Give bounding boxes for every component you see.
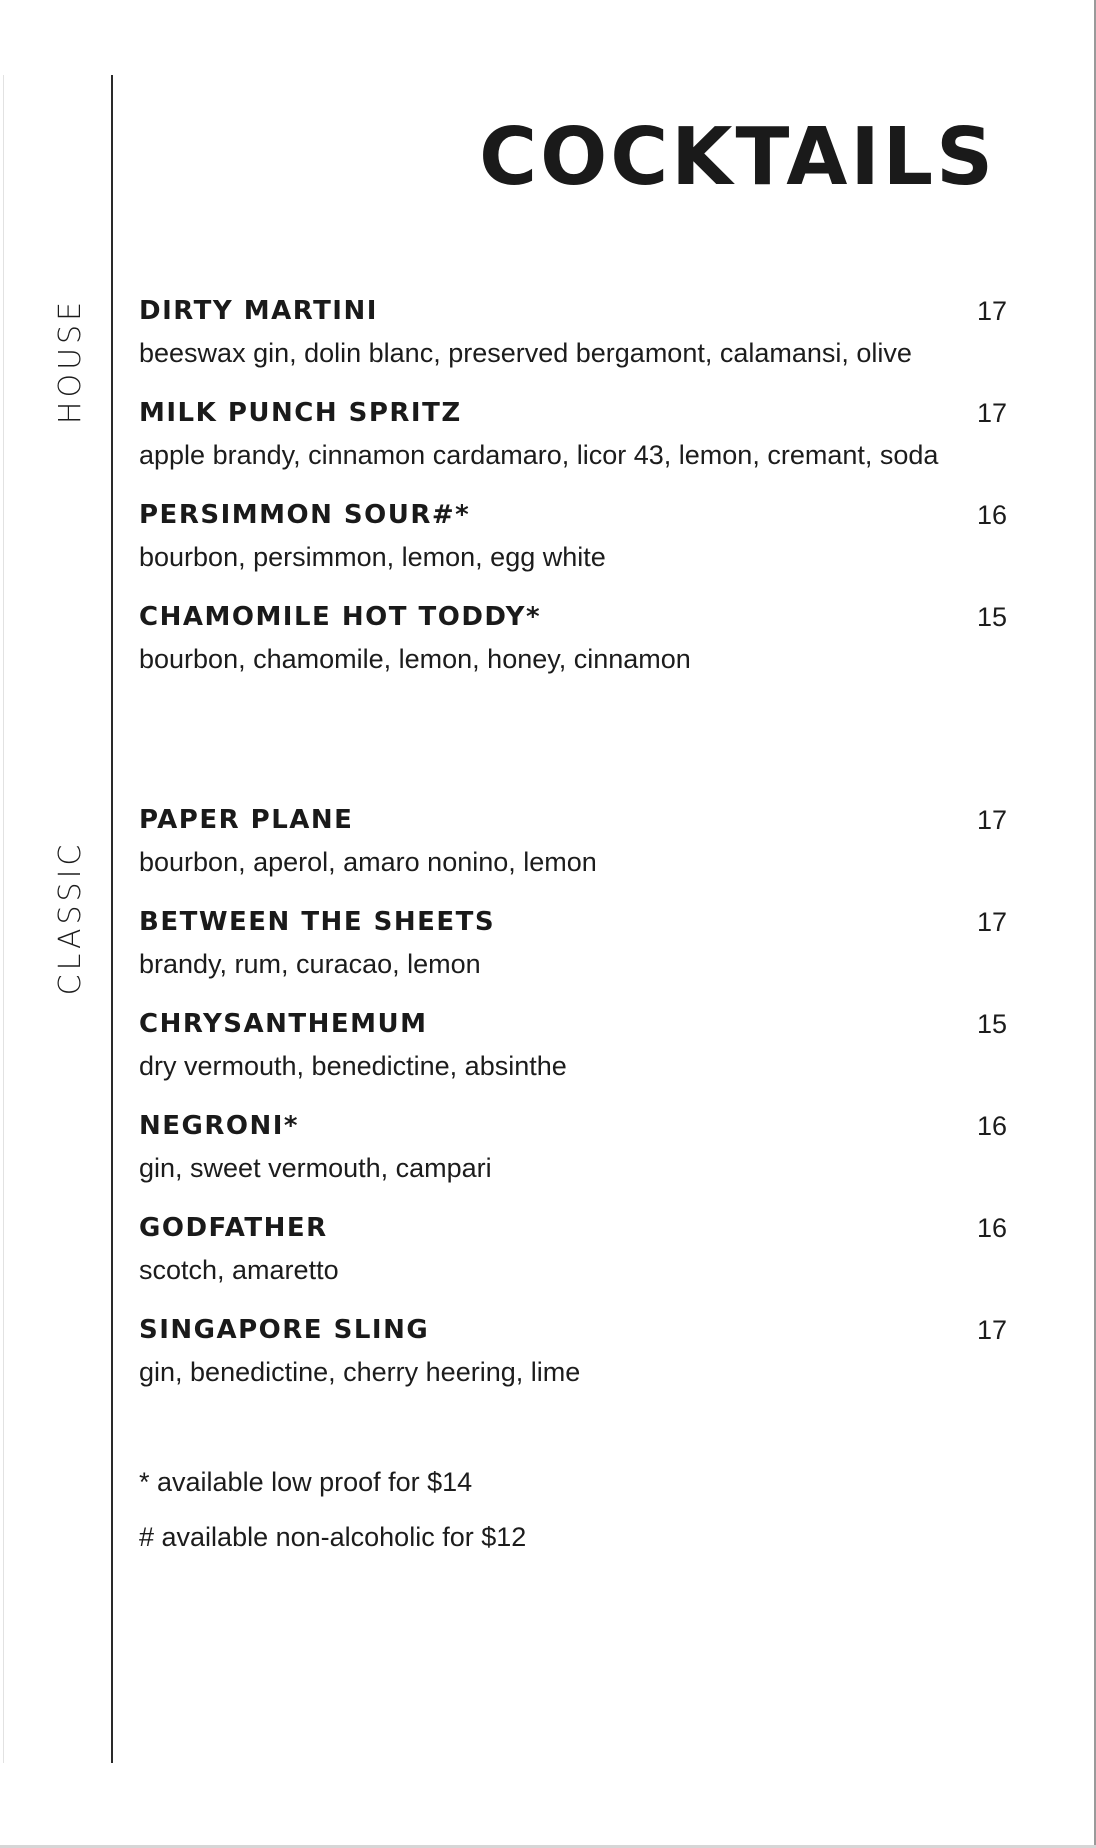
item-name: MILK PUNCH SPRITZ bbox=[139, 398, 462, 428]
item-name: NEGRONI* bbox=[139, 1111, 300, 1141]
menu-item bbox=[139, 396, 1008, 498]
item-price: 17 bbox=[976, 907, 1007, 937]
section-label-classic: CLASSIC bbox=[53, 840, 88, 996]
menu-title: COCKTAILS bbox=[479, 111, 996, 203]
item-description: scotch, amaretto bbox=[139, 1255, 339, 1285]
item-description: gin, sweet vermouth, campari bbox=[139, 1153, 492, 1183]
item-price: 16 bbox=[976, 1213, 1007, 1243]
item-description: gin, benedictine, cherry heering, lime bbox=[139, 1357, 581, 1387]
item-description: bourbon, chamomile, lemon, honey, cinnamon bbox=[139, 644, 691, 674]
item-name: CHAMOMILE HOT TODDY* bbox=[139, 602, 542, 632]
menu-item bbox=[139, 294, 1008, 396]
item-price: 16 bbox=[976, 1111, 1007, 1141]
menu-item bbox=[139, 1211, 1008, 1313]
menu-item bbox=[139, 803, 1008, 905]
house-cocktails-section bbox=[139, 294, 1008, 702]
item-price: 17 bbox=[976, 296, 1007, 326]
menu-item bbox=[139, 1007, 1008, 1109]
menu-item bbox=[139, 905, 1008, 1007]
item-name: PAPER PLANE bbox=[139, 805, 354, 835]
item-description: bourbon, aperol, amaro nonino, lemon bbox=[139, 847, 597, 877]
item-description: brandy, rum, curacao, lemon bbox=[139, 949, 481, 979]
item-price: 15 bbox=[976, 602, 1007, 632]
menu-item bbox=[139, 600, 1008, 702]
footnote-low-proof: * available low proof for $14 bbox=[139, 1467, 473, 1497]
item-name: CHRYSANTHEMUM bbox=[139, 1009, 428, 1039]
item-description: bourbon, persimmon, lemon, egg white bbox=[139, 542, 606, 572]
item-price: 17 bbox=[976, 805, 1007, 835]
item-name: SINGAPORE SLING bbox=[139, 1315, 430, 1345]
footnote-non-alcoholic: # available non-alcoholic for $12 bbox=[139, 1522, 527, 1552]
item-name: BETWEEN THE SHEETS bbox=[139, 907, 496, 937]
item-description: apple brandy, cinnamon cardamaro, licor 43, lemon, cremant, soda bbox=[139, 440, 939, 470]
menu-item bbox=[139, 498, 1008, 600]
menu-item bbox=[139, 1109, 1008, 1211]
page-edge-line bbox=[3, 75, 4, 1763]
section-label-house: HOUSE bbox=[53, 297, 88, 425]
menu-item bbox=[139, 1313, 1008, 1415]
section-divider-rule bbox=[111, 75, 113, 1763]
item-price: 17 bbox=[976, 1315, 1007, 1345]
item-name: DIRTY MARTINI bbox=[139, 296, 378, 326]
item-name: PERSIMMON SOUR#* bbox=[139, 500, 471, 530]
item-description: beeswax gin, dolin blanc, preserved bergamont, calamansi, olive bbox=[139, 338, 912, 368]
classic-cocktails-section bbox=[139, 803, 1008, 1415]
item-price: 17 bbox=[976, 398, 1007, 428]
item-name: GODFATHER bbox=[139, 1213, 328, 1243]
item-description: dry vermouth, benedictine, absinthe bbox=[139, 1051, 567, 1081]
item-price: 15 bbox=[976, 1009, 1007, 1039]
item-price: 16 bbox=[976, 500, 1007, 530]
